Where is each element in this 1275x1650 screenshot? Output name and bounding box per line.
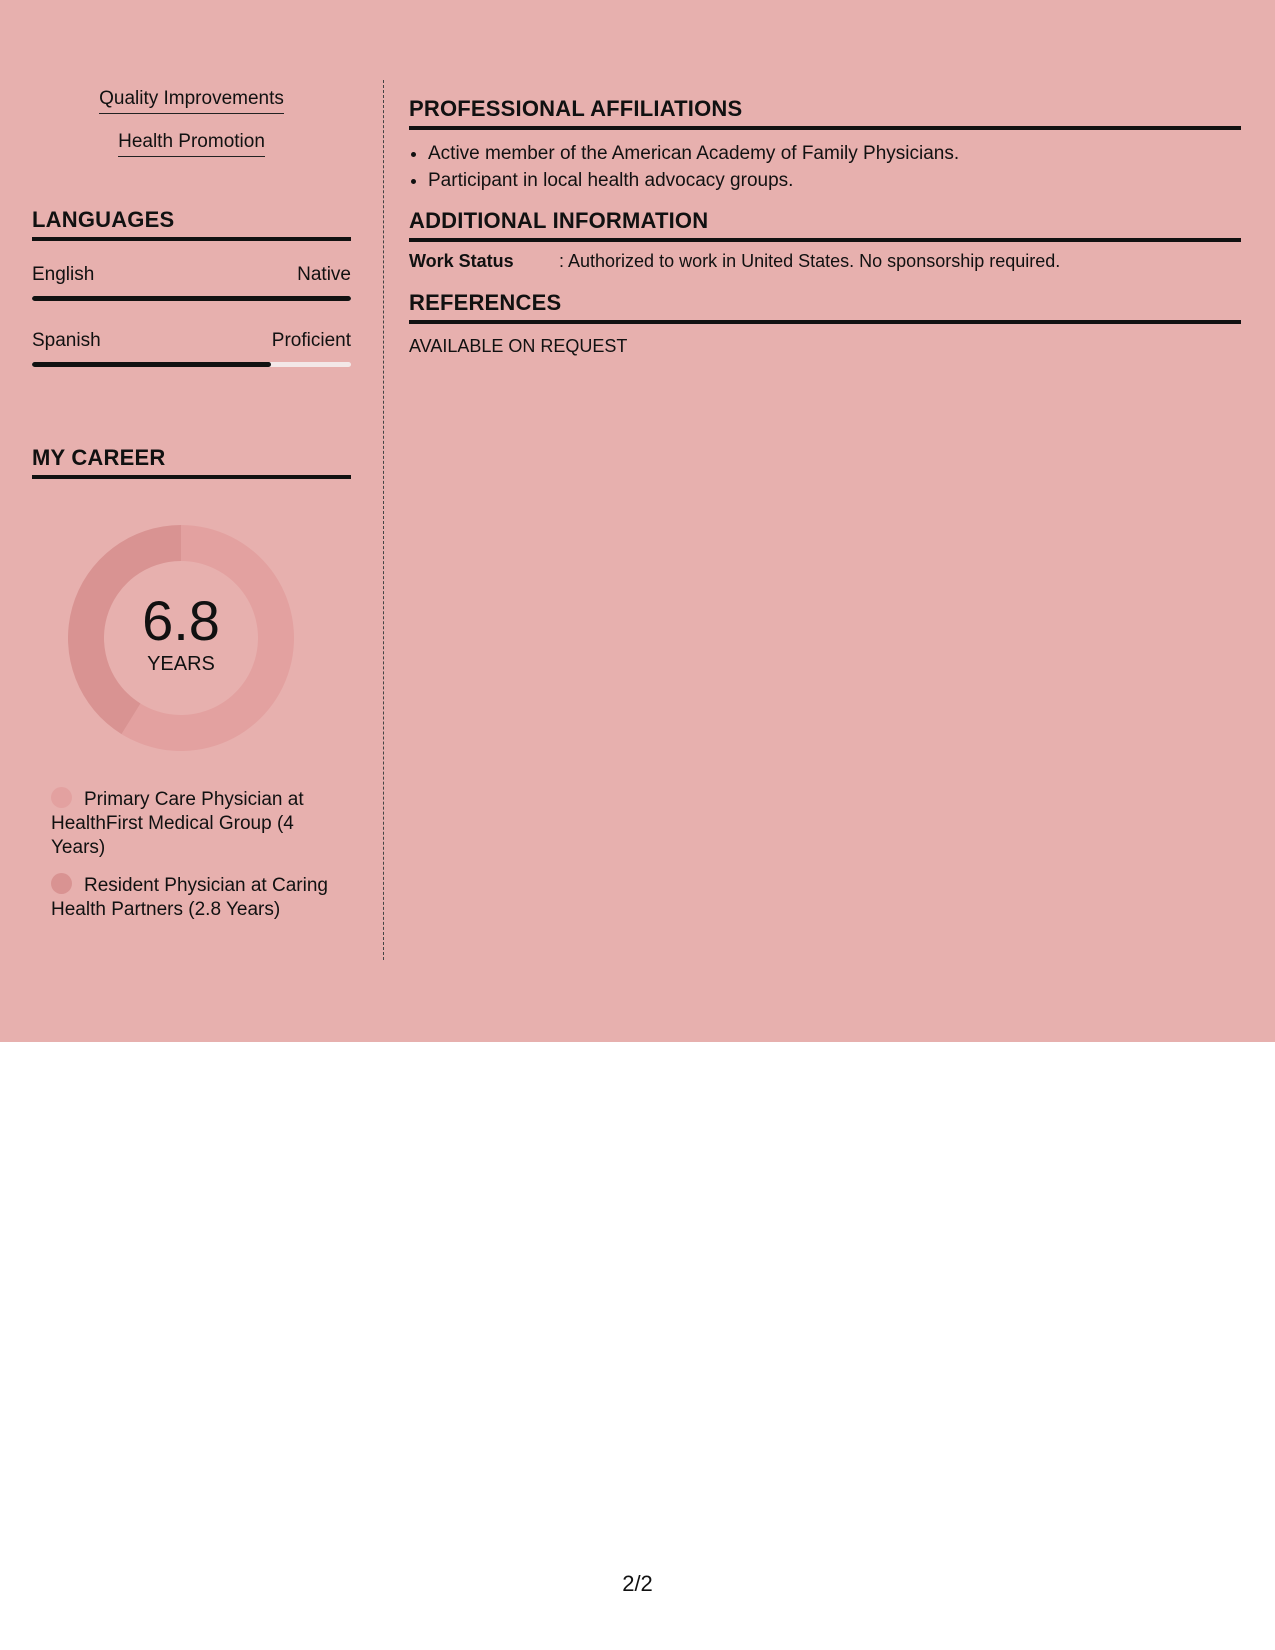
affiliations-list xyxy=(409,140,1241,194)
career-years-label: YEARS xyxy=(147,652,215,675)
legend-item: Resident Physician at Caring Health Partners (2.8 Years) xyxy=(51,875,328,920)
language-name: Spanish xyxy=(32,330,101,351)
list-item: • Participant in local health advocacy groups. xyxy=(428,167,1241,194)
legend-dot xyxy=(51,787,72,808)
career-legend xyxy=(51,787,341,922)
language-proficiency-bar xyxy=(32,296,351,301)
language-level: Proficient xyxy=(271,330,351,351)
page-number: 2/2 xyxy=(622,1571,653,1596)
skill-item: Quality Improvements xyxy=(32,88,351,114)
additional-info-heading: ADDITIONAL INFORMATION xyxy=(409,208,1241,242)
language-spanish xyxy=(32,330,351,367)
career-total-years: 6.8 xyxy=(142,588,220,652)
references-heading: REFERENCES xyxy=(409,290,1241,324)
sidebar xyxy=(32,80,351,935)
work-status-row xyxy=(409,251,1241,272)
skill-item: Health Promotion xyxy=(32,131,351,157)
career-donut-chart xyxy=(66,523,296,753)
language-level: Native xyxy=(297,264,351,285)
legend-dot xyxy=(51,873,72,894)
work-status-value: : Authorized to work in United States. No sponsorship required. xyxy=(559,251,1061,271)
column-divider xyxy=(383,80,384,960)
language-name: English xyxy=(32,264,95,285)
language-proficiency-bar xyxy=(32,362,351,367)
career-heading: MY CAREER xyxy=(32,445,351,479)
affiliations-heading: PROFESSIONAL AFFILIATIONS xyxy=(409,96,1241,130)
main-content xyxy=(409,80,1241,357)
references-text: AVAILABLE ON REQUEST xyxy=(409,336,628,356)
list-item: • Active member of the American Academy of Family Physicians. xyxy=(428,140,1241,167)
work-status-label: Work Status xyxy=(409,251,514,271)
languages-heading: LANGUAGES xyxy=(32,207,351,241)
language-english xyxy=(32,264,351,301)
legend-item: Primary Care Physician at HealthFirst Medical Group (4 Years) xyxy=(51,789,304,858)
